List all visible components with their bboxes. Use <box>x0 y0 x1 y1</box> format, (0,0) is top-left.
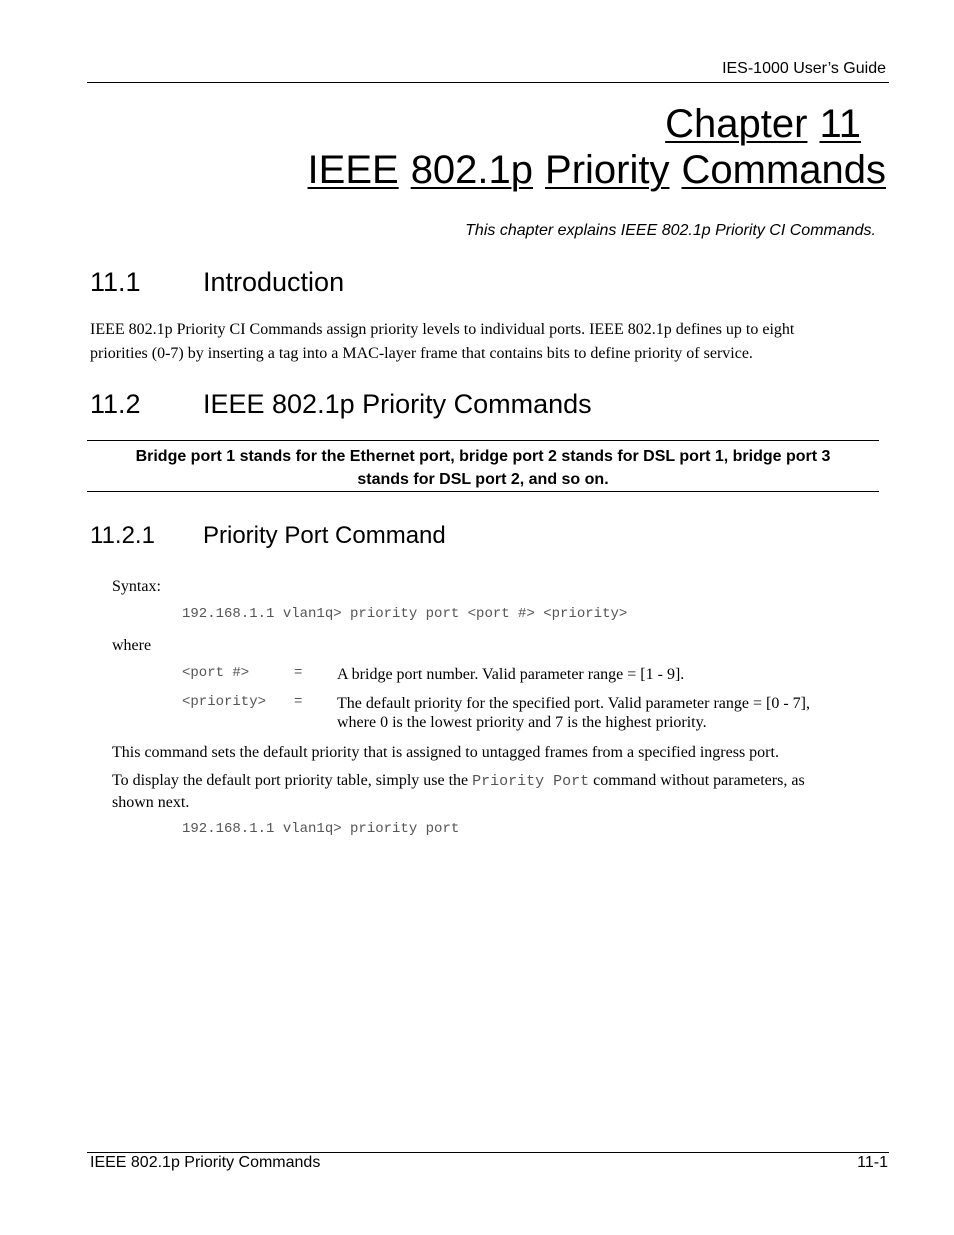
chapter-title-word: 802.1p <box>410 148 534 192</box>
param-name: <port #> <box>182 665 250 681</box>
chapter-number-line <box>665 100 861 148</box>
section-number: 11.1 <box>90 267 141 297</box>
chapter-title-word: Priority <box>545 148 670 192</box>
chapter-intro: This chapter explains IEEE 802.1p Priority CI Commands. <box>465 222 876 239</box>
section-heading-introduction <box>90 266 790 298</box>
param-name: <priority> <box>182 694 267 710</box>
section-heading-commands <box>90 388 790 420</box>
display-instructions <box>112 770 805 813</box>
chapter-number: 11 <box>819 102 861 146</box>
note-box <box>87 440 879 492</box>
footer-section-title: IEEE 802.1p Priority Commands <box>90 1154 321 1171</box>
param-description-line: where 0 is the lowest priority and 7 is the highest priority. <box>337 714 707 731</box>
command-description: This command sets the default priority that is assigned to untagged frames from a specified ingress port. <box>112 744 779 761</box>
display-instructions-line: shown next. <box>112 794 190 811</box>
inline-command: Priority Port <box>472 773 590 790</box>
footer-page-number: 11-1 <box>857 1154 888 1171</box>
section-number: 11.2 <box>90 389 141 419</box>
param-equals: = <box>294 665 303 681</box>
subsection-number: 11.2.1 <box>90 522 155 549</box>
subsection-title: Priority Port Command <box>203 522 446 549</box>
paragraph-line: priorities (0-7) by inserting a tag into a MAC-layer frame that contains bits to define priority of service. <box>90 345 753 362</box>
display-text: command without parameters, as <box>589 772 805 789</box>
display-instructions-line <box>112 770 805 792</box>
example-code: 192.168.1.1 vlan1q> priority port <box>182 821 460 837</box>
note-line: stands for DSL port 2, and so on. <box>357 471 609 488</box>
section-title: Introduction <box>203 267 345 297</box>
introduction-paragraph <box>90 318 794 366</box>
where-label: where <box>112 637 152 654</box>
param-description-line: The default priority for the specified port. Valid parameter range = [0 - 7], <box>337 695 810 712</box>
section-title: IEEE 802.1p Priority Commands <box>203 389 592 419</box>
note-line: Bridge port 1 stands for the Ethernet port, bridge port 2 stands for DSL port 1, bridge port 3 <box>135 448 831 465</box>
syntax-label: Syntax: <box>112 578 161 595</box>
chapter-title-word: IEEE <box>307 148 399 192</box>
note-text <box>87 445 879 491</box>
display-text: To display the default port priority table, simply use the <box>112 772 473 789</box>
param-equals: = <box>294 694 303 710</box>
syntax-code: 192.168.1.1 vlan1q> priority port <port #> <priority> <box>182 606 628 622</box>
footer-rule <box>87 1152 889 1153</box>
paragraph-line: IEEE 802.1p Priority CI Commands assign priority levels to individual ports. IEEE 802.1p defines up to eight <box>90 321 795 338</box>
header-rule <box>87 82 889 83</box>
chapter-word: Chapter <box>665 102 808 146</box>
subsection-heading-priority-port <box>90 521 790 551</box>
chapter-title-word: Commands <box>681 148 886 192</box>
chapter-title <box>308 146 886 194</box>
param-description: A bridge port number. Valid parameter range = [1 - 9]. <box>337 666 685 683</box>
param-description <box>337 694 810 732</box>
running-header-title: IES-1000 User’s Guide <box>722 60 886 77</box>
